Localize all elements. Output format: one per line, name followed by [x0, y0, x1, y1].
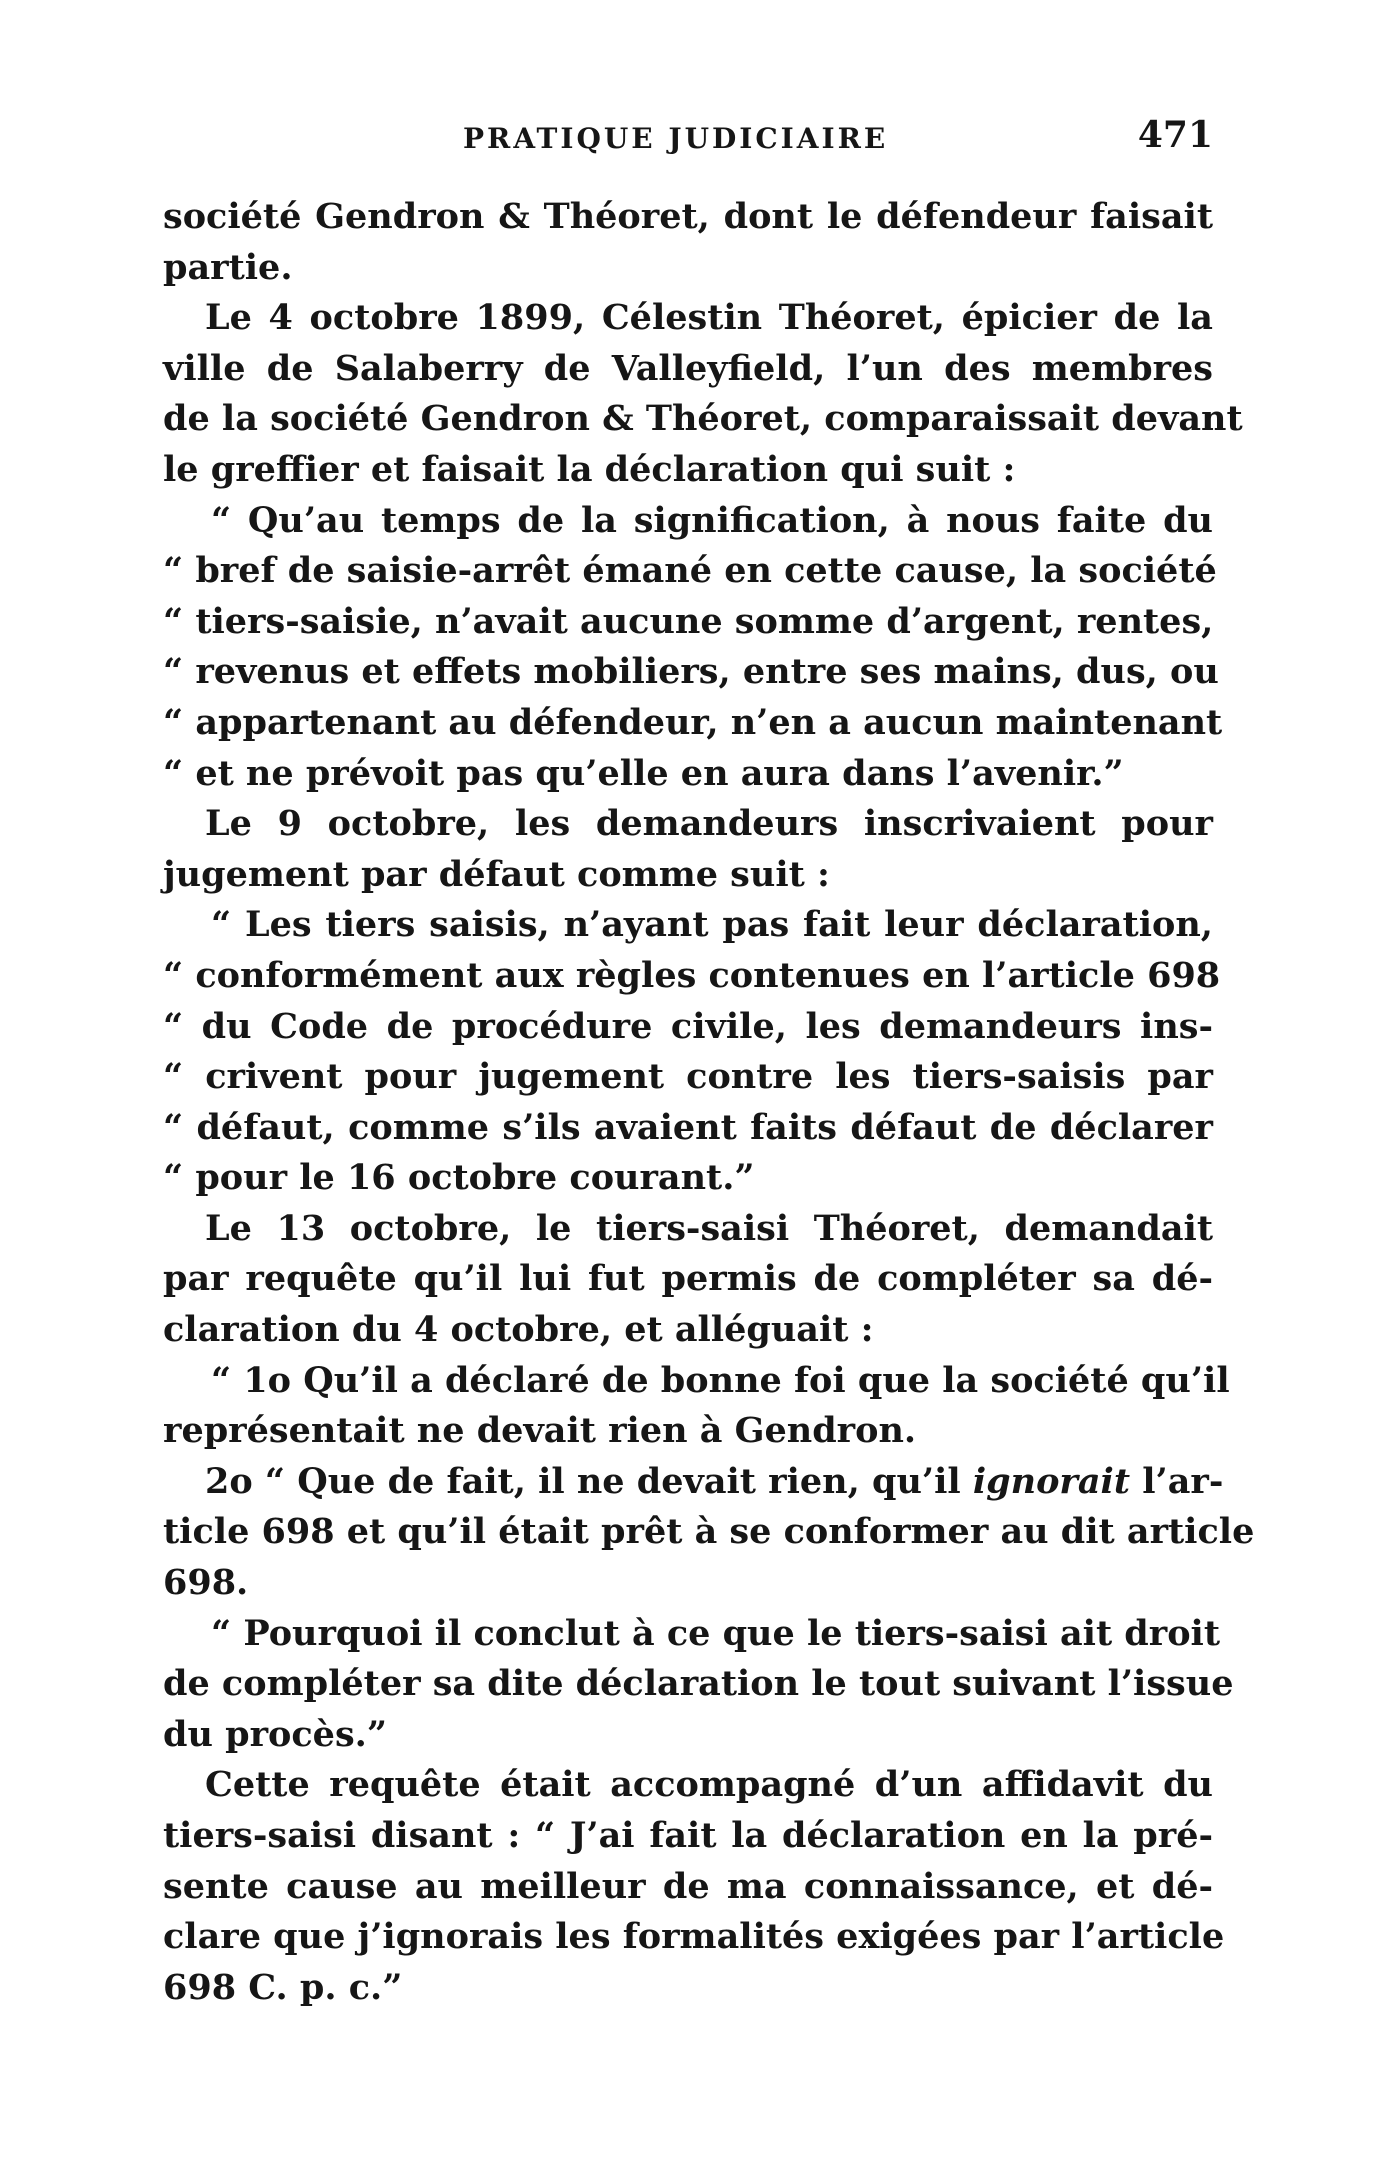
body-text [163, 192, 1255, 2013]
text-line: 698. [163, 1562, 249, 1604]
text-line: “ 1o Qu’il a déclaré de bonne foi que la société qu’il [211, 1359, 1230, 1401]
page-number: 471 [1137, 114, 1213, 156]
text-line: 698 C. p. c.” [163, 1966, 403, 2008]
quote-line: “ défaut, comme s’ils avaient faits défaut de déclarer [163, 1106, 1213, 1148]
quote-line: “ du Code de procédure civile, les demandeurs ins- [163, 1005, 1213, 1047]
text-line: Cette requête était accompagné d’un affidavit du [205, 1764, 1213, 1806]
text-line [163, 1457, 1224, 1508]
text-line: par requête qu’il lui fut permis de compléter sa dé- [163, 1258, 1213, 1300]
quote-line: “ Qu’au temps de la signification, à nous faite du [211, 499, 1213, 541]
page-header [163, 112, 1213, 172]
quote-line: “ revenus et effets mobiliers, entre ses mains, dus, ou [163, 651, 1219, 693]
text-line: Le 9 octobre, les demandeurs inscrivaient pour [205, 803, 1213, 845]
text-line: partie. [163, 246, 293, 288]
quote-line: “ Les tiers saisis, n’ayant pas fait leur déclaration, [211, 904, 1213, 946]
italic-word: ignorait [972, 1460, 1131, 1502]
text-line: de compléter sa dite déclaration le tout suivant l’issue [163, 1663, 1234, 1705]
text-segment: 2o “ Que de fait, il ne devait rien, qu’il [205, 1460, 961, 1502]
quote-line: “ pour le 16 octobre courant.” [163, 1157, 755, 1199]
text-line: représentait ne devait rien à Gendron. [163, 1410, 917, 1452]
quote-line: “ tiers-saisie, n’avait aucune somme d’argent, rentes, [163, 600, 1214, 642]
text-line: Le 4 octobre 1899, Célestin Théoret, épicier de la [205, 297, 1213, 339]
text-line: du procès.” [163, 1713, 387, 1755]
quote-line: “ conformément aux règles contenues en l’article 698 [163, 954, 1221, 996]
text-line: ville de Salaberry de Valleyfield, l’un des membres [163, 347, 1213, 389]
text-line: clare que j’ignorais les formalités exigées par l’article [163, 1916, 1225, 1958]
text-segment: l’ar- [1142, 1460, 1224, 1502]
text-line: “ Pourquoi il conclut à ce que le tiers-saisi ait droit [211, 1612, 1221, 1654]
quote-line: “ et ne prévoit pas qu’elle en aura dans l’avenir.” [163, 752, 1124, 794]
quote-line: “ crivent pour jugement contre les tiers-saisis par [163, 1056, 1213, 1098]
text-line: le greffier et faisait la déclaration qui suit : [163, 448, 1016, 490]
text-line: Le 13 octobre, le tiers-saisi Théoret, demandait [205, 1207, 1213, 1249]
quote-line: “ appartenant au défendeur, n’en a aucun maintenant [163, 701, 1223, 743]
text-line: jugement par défaut comme suit : [163, 853, 830, 895]
text-line: ticle 698 et qu’il était prêt à se conformer au dit article [163, 1511, 1255, 1553]
text-line: société Gendron & Théoret, dont le défendeur faisait [163, 196, 1213, 237]
quote-line: “ bref de saisie-arrêt émané en cette cause, la société [163, 550, 1217, 592]
text-line: tiers-saisi disant : “ J’ai fait la déclaration en la pré- [163, 1815, 1213, 1856]
text-line: de la société Gendron & Théoret, comparaissait devant [163, 398, 1243, 440]
running-title: PRATIQUE JUDICIAIRE [463, 122, 889, 155]
text-line: claration du 4 octobre, et alléguait : [163, 1309, 874, 1351]
text-line: sente cause au meilleur de ma connaissance, et dé- [163, 1865, 1213, 1907]
